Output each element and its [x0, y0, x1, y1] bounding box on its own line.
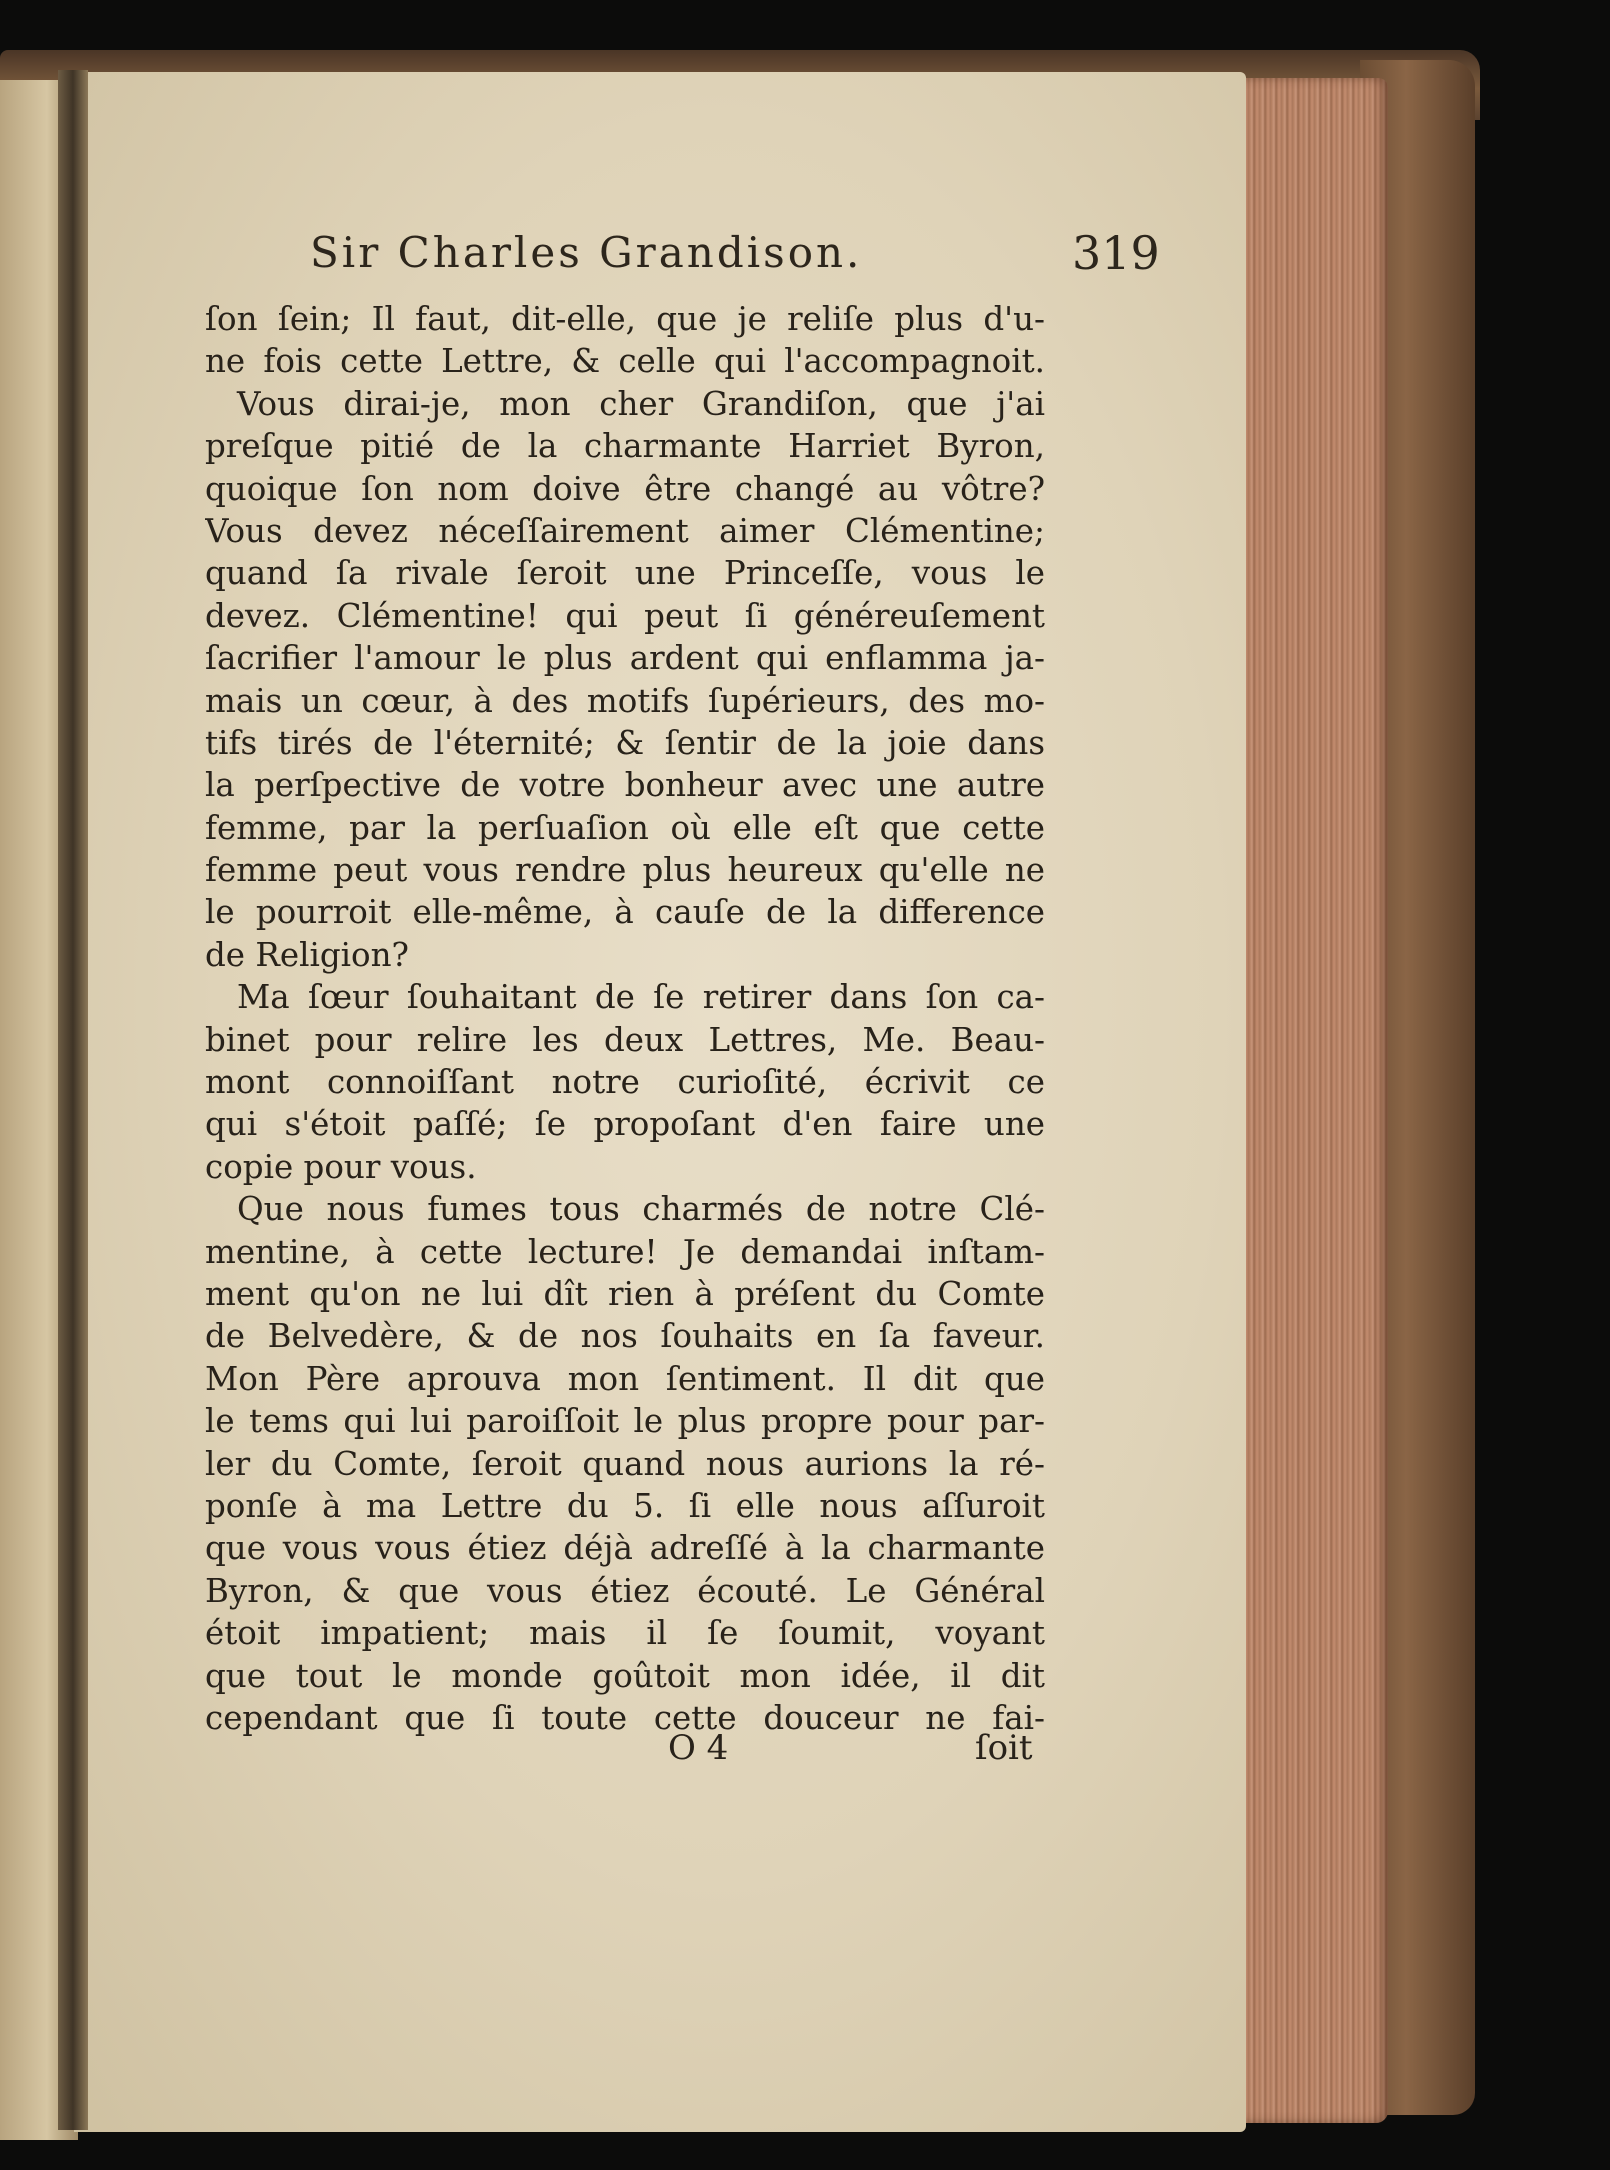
text-line: de Belvedère, & de nos ſouhaits en ſa faveur. [205, 1317, 1045, 1356]
text-line: ſacrifier l'amour le plus ardent qui enflamma ja- [205, 639, 1045, 678]
text-line: mont connoiſſant notre curioſité, écrivit ce [205, 1063, 1045, 1102]
text-line: mais un cœur, à des motifs ſupérieurs, des mo- [205, 681, 1045, 720]
text-line: ne fois cette Lettre, & celle qui l'accompagnoit. [205, 342, 1045, 381]
text-line: preſque pitié de la charmante Harriet Byron, [205, 427, 1045, 466]
signature-mark: O 4 [668, 1728, 729, 1768]
text-line: la perſpective de votre bonheur avec une autre [205, 766, 1045, 805]
page-block-fore-edge [1238, 78, 1388, 2123]
text-line: devez. Clémentine! qui peut ſi généreuſement [205, 596, 1045, 635]
text-line: Que nous fumes tous charmés de notre Clé- [237, 1190, 1045, 1229]
text-line: quand ſa rivale ſeroit une Princeſſe, vous le [205, 554, 1045, 593]
text-line: Vous dirai-je, mon cher Grandiſon, que j'ai [237, 384, 1045, 423]
text-line: que vous vous étiez déjà adreſſé à la charmante [205, 1529, 1045, 1568]
text-line: que tout le monde goûtoit mon idée, il dit [205, 1656, 1045, 1695]
catchword: ſoit [975, 1728, 1033, 1768]
book-gutter [58, 70, 88, 2130]
text-line: ler du Comte, ſeroit quand nous aurions la ré- [205, 1444, 1045, 1483]
text-line: femme peut vous rendre plus heureux qu'elle ne [205, 851, 1045, 890]
text-line: femme, par la perſuaſion où elle eſt que cette [205, 808, 1045, 847]
text-line: Byron, & que vous étiez écouté. Le Général [205, 1571, 1045, 1610]
text-line: quoique ſon nom doive être changé au vôtre? [205, 469, 1045, 508]
body-text [205, 298, 1045, 1739]
text-line: tifs tirés de l'éternité; & ſentir de la joie dans [205, 723, 1045, 762]
text-line: copie pour vous. [205, 1147, 477, 1186]
text-line: ponſe à ma Lettre du 5. ſi elle nous aſſuroit [205, 1486, 1045, 1525]
text-line: le tems qui lui paroiſſoit le plus propre pour par- [205, 1402, 1045, 1441]
text-line: binet pour relire les deux Lettres, Me. Beau- [205, 1020, 1045, 1059]
text-line: de Religion? [205, 935, 409, 974]
text-line: qui s'étoit paſſé; ſe propoſant d'en faire une [205, 1105, 1045, 1144]
page-number: 319 [1072, 226, 1160, 280]
text-line: le pourroit elle-même, à cauſe de la difference [205, 893, 1045, 932]
text-line: Mon Père aprouva mon ſentiment. Il dit que [205, 1359, 1045, 1398]
text-line: cependant que ſi toute cette douceur ne fai- [205, 1698, 1045, 1737]
text-line: Vous devez néceſſairement aimer Clémentine; [205, 511, 1045, 550]
text-line: ment qu'on ne lui dît rien à préſent du Comte [205, 1274, 1045, 1313]
text-line: Ma ſœur ſouhaitant de ſe retirer dans ſon ca- [237, 978, 1045, 1017]
text-line: mentine, à cette lecture! Je demandai inſtam- [205, 1232, 1045, 1271]
running-title: Sir Charles Grandison. [310, 228, 863, 277]
text-line: ſon ſein; Il faut, dit-elle, que je reliſe plus d'u- [205, 300, 1045, 338]
text-line: étoit impatient; mais il ſe ſoumit, voyant [205, 1614, 1045, 1653]
